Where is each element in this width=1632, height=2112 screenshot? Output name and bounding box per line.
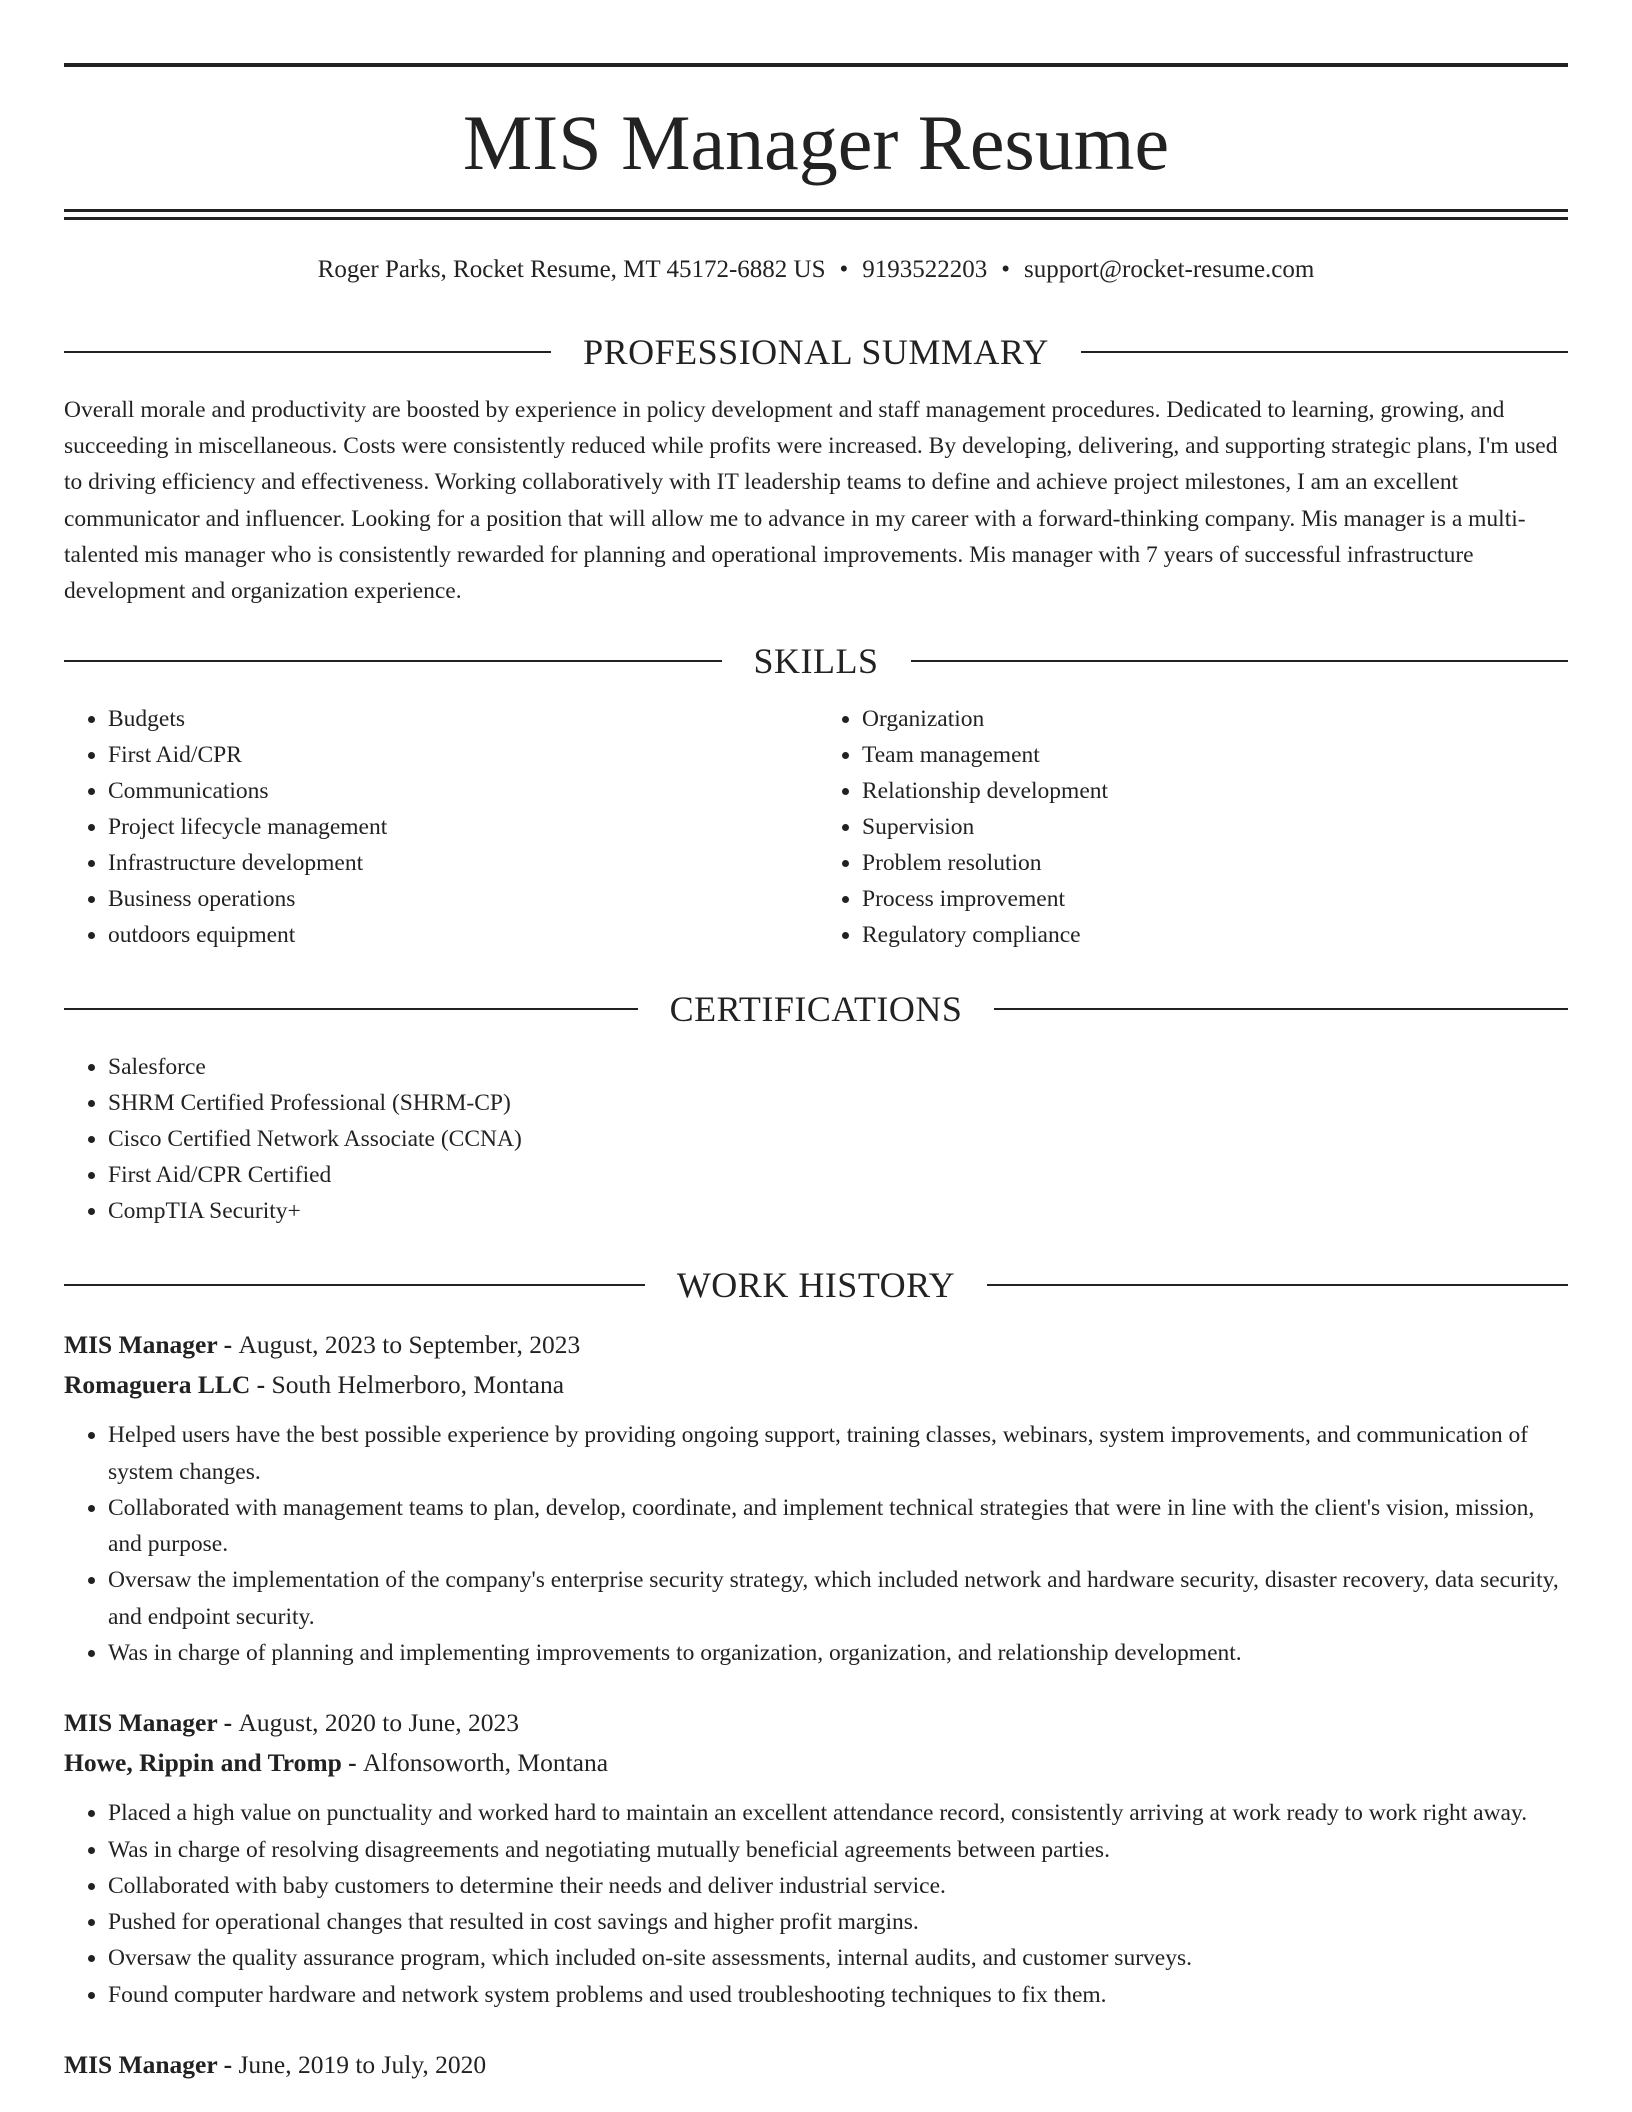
skill-item: • Problem resolution xyxy=(862,845,1568,881)
job-bullets xyxy=(64,1417,1568,1671)
certification-item: • SHRM Certified Professional (SHRM-CP) xyxy=(108,1085,1568,1121)
job-bullet: • Placed a high value on punctuality and worked hard to maintain an excellent attendance record, consistently arriving at work ready to work right away. xyxy=(108,1795,1568,1831)
job-entry xyxy=(64,2045,1568,2085)
skill-item: • outdoors equipment xyxy=(108,917,816,953)
heading-rule xyxy=(1081,351,1568,353)
job-title: MIS Manager xyxy=(64,1708,218,1738)
section-heading-summary xyxy=(64,334,1568,370)
job-bullet: • Was in charge of resolving disagreements and negotiating mutually beneficial agreements between parties. xyxy=(108,1832,1568,1868)
certification-item: • CompTIA Security+ xyxy=(108,1193,1568,1229)
job-dates: June, 2019 to July, 2020 xyxy=(238,2050,487,2080)
contact-separator: • xyxy=(839,256,849,283)
job-title-line: MIS Manager - August, 2020 to June, 2023 xyxy=(64,1708,519,1738)
top-rule xyxy=(64,63,1568,67)
job-bullet: • Was in charge of planning and implementing improvements to organization, organization, and relationship development. xyxy=(108,1635,1568,1671)
skill-item: • Regulatory compliance xyxy=(862,917,1568,953)
certifications-list xyxy=(64,1049,1568,1229)
job-location: Alfonsoworth, Montana xyxy=(363,1748,609,1778)
job-title-line: MIS Manager - August, 2023 to September, 2023 xyxy=(64,1330,581,1360)
skill-item: • Communications xyxy=(108,773,816,809)
double-rule xyxy=(64,209,1568,220)
skills-list-right xyxy=(816,701,1568,953)
skill-item: • Business operations xyxy=(108,881,816,917)
heading-rule xyxy=(64,660,722,662)
job-entry xyxy=(64,1325,1568,1671)
certification-item: • Cisco Certified Network Associate (CCNA) xyxy=(108,1121,1568,1157)
job-entry xyxy=(64,1703,1568,2013)
section-title: SKILLS xyxy=(753,641,879,682)
skill-item: • Organization xyxy=(862,701,1568,737)
job-bullet: • Collaborated with baby customers to determine their needs and deliver industrial service. xyxy=(108,1868,1568,1904)
skill-item: • Supervision xyxy=(862,809,1568,845)
certification-item: • First Aid/CPR Certified xyxy=(108,1157,1568,1193)
job-title: MIS Manager xyxy=(64,2050,218,2080)
job-title: MIS Manager xyxy=(64,1330,218,1360)
heading-rule xyxy=(911,660,1569,662)
job-bullets xyxy=(64,1795,1568,2013)
contact-separator: • xyxy=(1001,256,1011,283)
skill-item: • Process improvement xyxy=(862,881,1568,917)
skills-columns xyxy=(64,701,1568,953)
contact-phone: 9193522203 xyxy=(862,256,988,283)
job-location: South Helmerboro, Montana xyxy=(271,1370,565,1400)
job-company-line: Howe, Rippin and Tromp - Alfonsoworth, Montana xyxy=(64,1748,609,1778)
summary-text: Overall morale and productivity are boosted by experience in policy development and staff management procedures. Dedicated to learning, growing, and succeeding in miscellaneous. Costs were consistently reduced while profits were increased. By developing, delivering, and supporting strategic plans, I'm used to driving efficiency and effectiveness. Working collaboratively with IT leadership teams to define and achieve project milestones, I am an excellent communicator and influencer. Looking for a position that will allow me to advance in my career with a forward-thinking company. Mis manager is a multi-talented mis manager who is consistently rewarded for planning and operational improvements. Mis manager with 7 years of successful infrastructure development and organization experience. xyxy=(64,397,1558,605)
job-company: Romaguera LLC xyxy=(64,1370,251,1400)
contact-address: Roger Parks, Rocket Resume, MT 45172-6882 US xyxy=(317,256,826,283)
section-title: PROFESSIONAL SUMMARY xyxy=(583,332,1049,372)
section-heading-work-history xyxy=(64,1265,1568,1306)
skill-item: • Project lifecycle management xyxy=(108,809,816,845)
job-bullet: • Oversaw the implementation of the company's enterprise security strategy, which included network and hardware security, disaster recovery, data security, and endpoint security. xyxy=(108,1562,1568,1635)
job-bullet: • Collaborated with management teams to plan, develop, coordinate, and implement technical strategies that were in line with the client's vision, mission, and purpose. xyxy=(108,1490,1568,1563)
skill-item: • First Aid/CPR xyxy=(108,737,816,773)
job-title-line: MIS Manager - June, 2019 to July, 2020 xyxy=(64,2050,487,2080)
contact-line xyxy=(64,254,1568,286)
skill-item: • Team management xyxy=(862,737,1568,773)
contact-email: support@rocket-resume.com xyxy=(1024,256,1315,283)
section-title: CERTIFICATIONS xyxy=(669,989,963,1030)
job-bullet: • Oversaw the quality assurance program, which included on-site assessments, internal audits, and customer surveys. xyxy=(108,1940,1568,1976)
job-company: Howe, Rippin and Tromp xyxy=(64,1748,342,1778)
skill-item: • Infrastructure development xyxy=(108,845,816,881)
section-title: WORK HISTORY xyxy=(676,1265,956,1306)
skill-item: • Budgets xyxy=(108,701,816,737)
resume-page xyxy=(64,0,1568,2085)
job-company-line: Romaguera LLC - South Helmerboro, Montana xyxy=(64,1370,565,1400)
job-dates: August, 2023 to September, 2023 xyxy=(238,1330,581,1360)
heading-rule xyxy=(987,1284,1568,1286)
job-bullet: • Pushed for operational changes that resulted in cost savings and higher profit margins. xyxy=(108,1904,1568,1940)
heading-rule xyxy=(994,1008,1568,1010)
resume-title: MIS Manager Resume xyxy=(462,99,1170,186)
heading-rule xyxy=(64,351,551,353)
section-heading-certifications xyxy=(64,989,1568,1030)
section-heading-skills xyxy=(64,641,1568,682)
skill-item: • Relationship development xyxy=(862,773,1568,809)
job-dates: August, 2020 to June, 2023 xyxy=(238,1708,519,1738)
job-bullet: • Helped users have the best possible experience by providing ongoing support, training classes, webinars, system improvements, and communication of system changes. xyxy=(108,1417,1568,1490)
certification-item: • Salesforce xyxy=(108,1049,1568,1085)
skills-list-left xyxy=(64,701,816,953)
heading-rule xyxy=(64,1284,645,1286)
heading-rule xyxy=(64,1008,638,1010)
job-bullet: • Found computer hardware and network system problems and used troubleshooting techniques to fix them. xyxy=(108,1977,1568,2013)
